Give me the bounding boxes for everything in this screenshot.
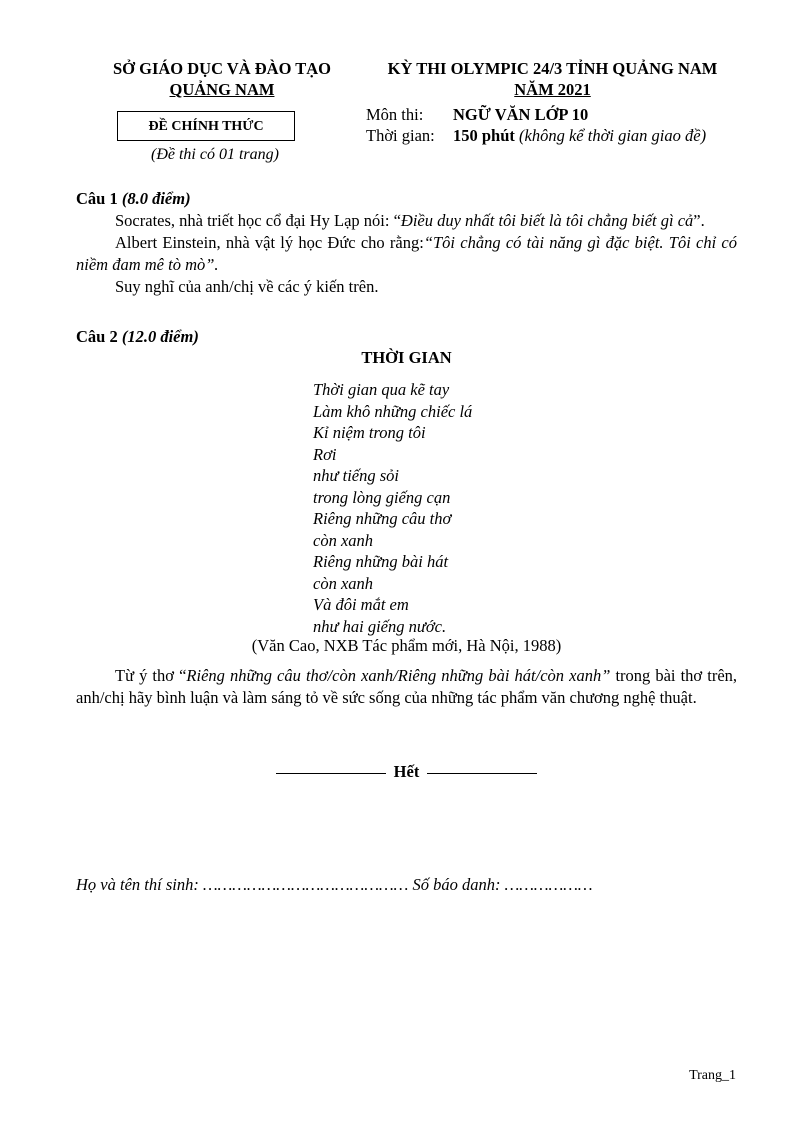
exam-title-line1: KỲ THI OLYMPIC 24/3 TỈNH QUẢNG NAM <box>387 59 718 78</box>
question2-points: (12.0 điểm) <box>121 327 199 346</box>
poem-line: như hai giếng nước. <box>313 616 447 636</box>
end-marker <box>76 762 737 782</box>
end-dash-right <box>427 773 537 774</box>
question1-p1-intro: Socrates, nhà triết học cổ đại Hy Lạp nói: “ <box>115 211 401 230</box>
question1-paragraph3: Suy nghĩ của anh/chị về các ý kiến trên. <box>115 277 379 296</box>
department-line2 <box>72 79 372 100</box>
department-province: QUẢNG NAM <box>169 80 275 99</box>
task-rest: trong bài thơ trên, anh/chị hãy bình luận và làm sáng tỏ về sức sống của những tác phẩm văn chương nghệ thuật. <box>76 666 738 707</box>
department-header <box>72 58 372 100</box>
task-intro: Từ ý thơ “ <box>115 666 187 685</box>
task-quote: Riêng những câu thơ/còn xanh/Riêng những bài hát/còn xanh” <box>186 666 611 685</box>
einstein-quote: “Tôi chẳng có tài năng gì đặc biệt. Tôi chỉ có niềm đam mê tò mò”. <box>76 233 737 274</box>
time-value: 150 phút <box>453 126 515 145</box>
socrates-quote: Điều duy nhất tôi biết là tôi chẳng biết gì cả <box>400 211 694 230</box>
question1-label: Câu 1 <box>76 189 118 208</box>
poem-line: Thời gian qua kẽ tay <box>313 380 450 399</box>
question2-label: Câu 2 <box>76 327 118 346</box>
question2-heading <box>76 326 737 348</box>
question1 <box>76 188 737 298</box>
exam-info <box>366 104 706 146</box>
poem-line: Kỉ niệm trong tôi <box>313 423 426 442</box>
question1-heading <box>76 188 737 210</box>
poem-line: Riêng những câu thơ <box>313 509 452 528</box>
page-number: Trang_1 <box>689 1068 736 1083</box>
question1-points: (8.0 điểm) <box>121 189 191 208</box>
exam-title-line2 <box>365 79 740 100</box>
poem-line: Rơi <box>313 444 337 464</box>
question2-task <box>76 665 737 709</box>
exam-title <box>365 58 740 100</box>
poem-line: Và đôi mắt em <box>313 595 409 614</box>
poem-title: THỜI GIAN <box>361 348 452 367</box>
exam-year: NĂM 2021 <box>514 80 591 99</box>
subject-label: Môn thi: <box>366 105 424 124</box>
time-label: Thời gian: <box>366 126 435 145</box>
poem-line: trong lòng giếng cạn <box>313 487 451 507</box>
poem-line: Làm khô những chiếc lá <box>313 401 473 421</box>
pages-note: (Đề thi có 01 trang) <box>151 146 279 163</box>
poem-line: còn xanh <box>313 573 374 593</box>
question1-paragraph1 <box>76 210 737 232</box>
poem-source: (Văn Cao, NXB Tác phẩm mới, Hà Nội, 1988) <box>251 636 562 655</box>
subject-value: NGỮ VĂN LỚP 10 <box>453 105 589 124</box>
poem-line: Riêng những bài hát <box>313 552 449 571</box>
subject-row <box>366 104 706 125</box>
question1-p1-end: ”. <box>693 211 705 230</box>
poem <box>313 379 472 637</box>
poem-line: còn xanh <box>313 530 374 550</box>
time-note: (không kể thời gian giao đề) <box>519 126 707 145</box>
question1-paragraph2 <box>76 232 737 276</box>
poem-line: như tiếng sỏi <box>313 466 399 485</box>
time-row <box>366 125 706 146</box>
candidate-info-line: Họ và tên thí sinh: …………………………………… Số báo danh: ……………… <box>76 875 593 894</box>
question2-task-paragraph <box>76 665 737 709</box>
official-exam-badge: ĐỀ CHÍNH THỨC <box>117 111 295 141</box>
department-line1: SỞ GIÁO DỤC VÀ ĐÀO TẠO <box>112 59 332 78</box>
question1-p2-intro: Albert Einstein, nhà vật lý học Đức cho rằng: <box>115 233 424 252</box>
end-text: Hết <box>393 762 420 781</box>
end-dash-left <box>276 773 386 774</box>
